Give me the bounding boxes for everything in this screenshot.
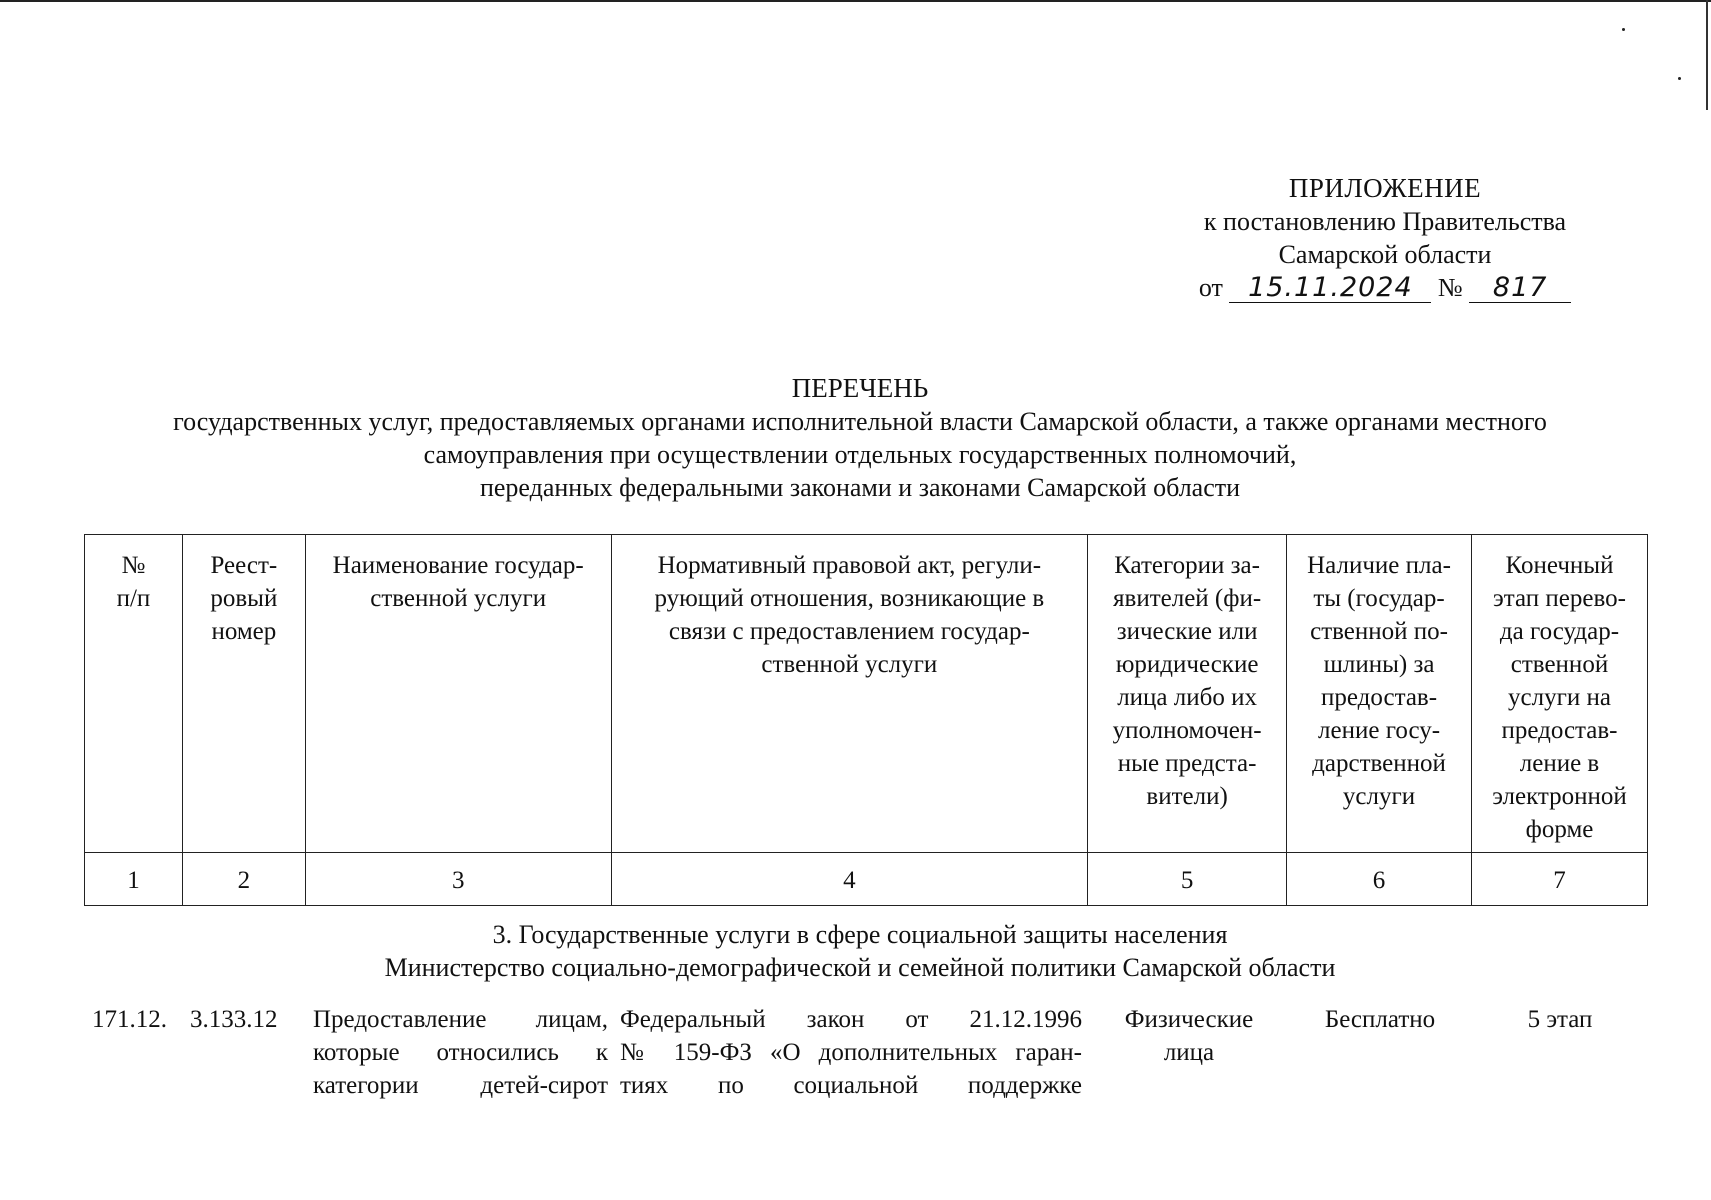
entry-applicants-line: лица xyxy=(1163,1039,1215,1066)
header-text-line: номер xyxy=(211,618,277,645)
header-text-line: форме xyxy=(1525,816,1594,843)
header-text-line: дарственной xyxy=(1312,750,1446,777)
header-text-line: шлины) за xyxy=(1323,651,1435,678)
header-text-line: п/п xyxy=(116,585,151,612)
column-number: 3 xyxy=(305,853,611,906)
document-heading xyxy=(80,372,1640,504)
header-text-line: юридические xyxy=(1115,651,1259,678)
header-text-line: Наименование государ- xyxy=(332,552,584,579)
header-text-line: ственной xyxy=(1510,651,1609,678)
header-row xyxy=(85,535,1648,853)
header-text-line: ление госу- xyxy=(1318,717,1441,744)
header-text-line: ственной по- xyxy=(1310,618,1448,645)
appendix-title: ПРИЛОЖЕНИЕ xyxy=(1288,173,1482,203)
header-text-line: ственной услуги xyxy=(370,585,547,612)
header-cell-service-name xyxy=(305,535,611,853)
header-text-line: да государ- xyxy=(1499,618,1620,645)
header-text-line: связи с предоставлением государ- xyxy=(668,618,1030,645)
entry-legal-act xyxy=(620,1003,1082,1102)
section-title: 3. Государственные услуги в сфере социальной защиты населения xyxy=(492,920,1228,949)
column-number: 5 xyxy=(1088,853,1287,906)
header-text-line: услуги на xyxy=(1508,684,1611,711)
number-label: № xyxy=(1437,273,1463,302)
header-cell-legal-act xyxy=(611,535,1088,853)
entry-applicants-line: Физические xyxy=(1124,1006,1254,1033)
column-number: 6 xyxy=(1287,853,1472,906)
header-text-line: этап перево- xyxy=(1493,585,1626,612)
header-cell-registry xyxy=(182,535,305,853)
handwritten-number: 817 xyxy=(1469,274,1571,303)
entry-service-name-line: категории детей-сирот xyxy=(313,1072,608,1099)
column-number: 4 xyxy=(611,853,1088,906)
column-number-row xyxy=(85,853,1648,906)
scan-right-edge xyxy=(1706,0,1708,110)
header-cell-number xyxy=(85,535,183,853)
entry-service-name-line: Предоставление лицам, xyxy=(313,1006,608,1033)
entry-service-name-line: которые относились к xyxy=(313,1039,608,1066)
header-text-line: рующий отношения, возникающие в xyxy=(654,585,1045,612)
from-label: от xyxy=(1198,273,1223,302)
heading-line-2: самоуправления при осуществлении отдельных государственных полномочий, xyxy=(423,440,1297,469)
entry-registry: 3.133.12 xyxy=(190,1006,278,1033)
scan-speck xyxy=(1678,77,1681,80)
column-number: 1 xyxy=(85,853,183,906)
entry-legal-act-line: № 159-ФЗ «О дополнительных гаран- xyxy=(620,1039,1082,1066)
column-number: 7 xyxy=(1472,853,1648,906)
ministry-name: Министерство социально-демографической и семейной политики Самарской области xyxy=(384,953,1336,982)
header-text-line: услуги xyxy=(1342,783,1416,810)
header-text-line: вители) xyxy=(1146,783,1228,810)
header-text-line: электронной xyxy=(1492,783,1627,810)
header-text-line: лица либо их xyxy=(1117,684,1257,711)
handwritten-date: 15.11.2024 xyxy=(1229,274,1431,303)
header-text-line: зические или xyxy=(1116,618,1258,645)
header-cell-applicants xyxy=(1088,535,1287,853)
header-text-line: ровый xyxy=(210,585,278,612)
entry-payment: Бесплатно xyxy=(1324,1006,1436,1033)
header-text-line: Нормативный правовой акт, регули- xyxy=(657,552,1042,579)
services-table-header xyxy=(84,534,1648,906)
entry-number: 171.12. xyxy=(92,1006,167,1033)
header-text-line: ление в xyxy=(1519,750,1600,777)
column-number: 2 xyxy=(182,853,305,906)
header-text-line: ственной услуги xyxy=(761,651,938,678)
header-text-line: предостав- xyxy=(1321,684,1438,711)
scan-speck xyxy=(1622,28,1625,31)
header-text-line: предостав- xyxy=(1501,717,1618,744)
section-heading xyxy=(80,918,1640,984)
header-text-line: Конечный xyxy=(1505,552,1614,579)
header-text-line: явителей (фи- xyxy=(1113,585,1262,612)
entry-service-name xyxy=(313,1003,608,1102)
heading-line-1: государственных услуг, предоставляемых органами исполнительной власти Самарской области, а также органами местного xyxy=(173,407,1547,436)
appendix-line-1: к постановлению Правительства xyxy=(1203,207,1567,236)
header-text-line: № xyxy=(121,552,146,579)
header-cell-stage xyxy=(1472,535,1648,853)
header-text-line: уполномочен- xyxy=(1112,717,1262,744)
appendix-block xyxy=(1150,172,1620,304)
header-text-line: Наличие пла- xyxy=(1307,552,1451,579)
heading-line-3: переданных федеральными законами и законами Самарской области xyxy=(479,473,1241,502)
appendix-line-2: Самарской области xyxy=(1278,240,1492,269)
entry-legal-act-line: Федеральный закон от 21.12.1996 xyxy=(620,1006,1082,1033)
header-text-line: Категории за- xyxy=(1114,552,1260,579)
entry-applicants xyxy=(1098,1003,1280,1069)
entry-stage: 5 этап xyxy=(1527,1006,1593,1033)
scan-top-edge xyxy=(0,0,1711,2)
entry-legal-act-line: тиях по социальной поддержке xyxy=(620,1072,1082,1099)
header-text-line: ные предста- xyxy=(1117,750,1257,777)
header-text-line: ты (государ- xyxy=(1313,585,1445,612)
document-title: ПЕРЕЧЕНЬ xyxy=(791,373,929,403)
appendix-date-line xyxy=(1199,271,1571,304)
header-cell-payment xyxy=(1287,535,1472,853)
header-text-line: Реест- xyxy=(210,552,278,579)
